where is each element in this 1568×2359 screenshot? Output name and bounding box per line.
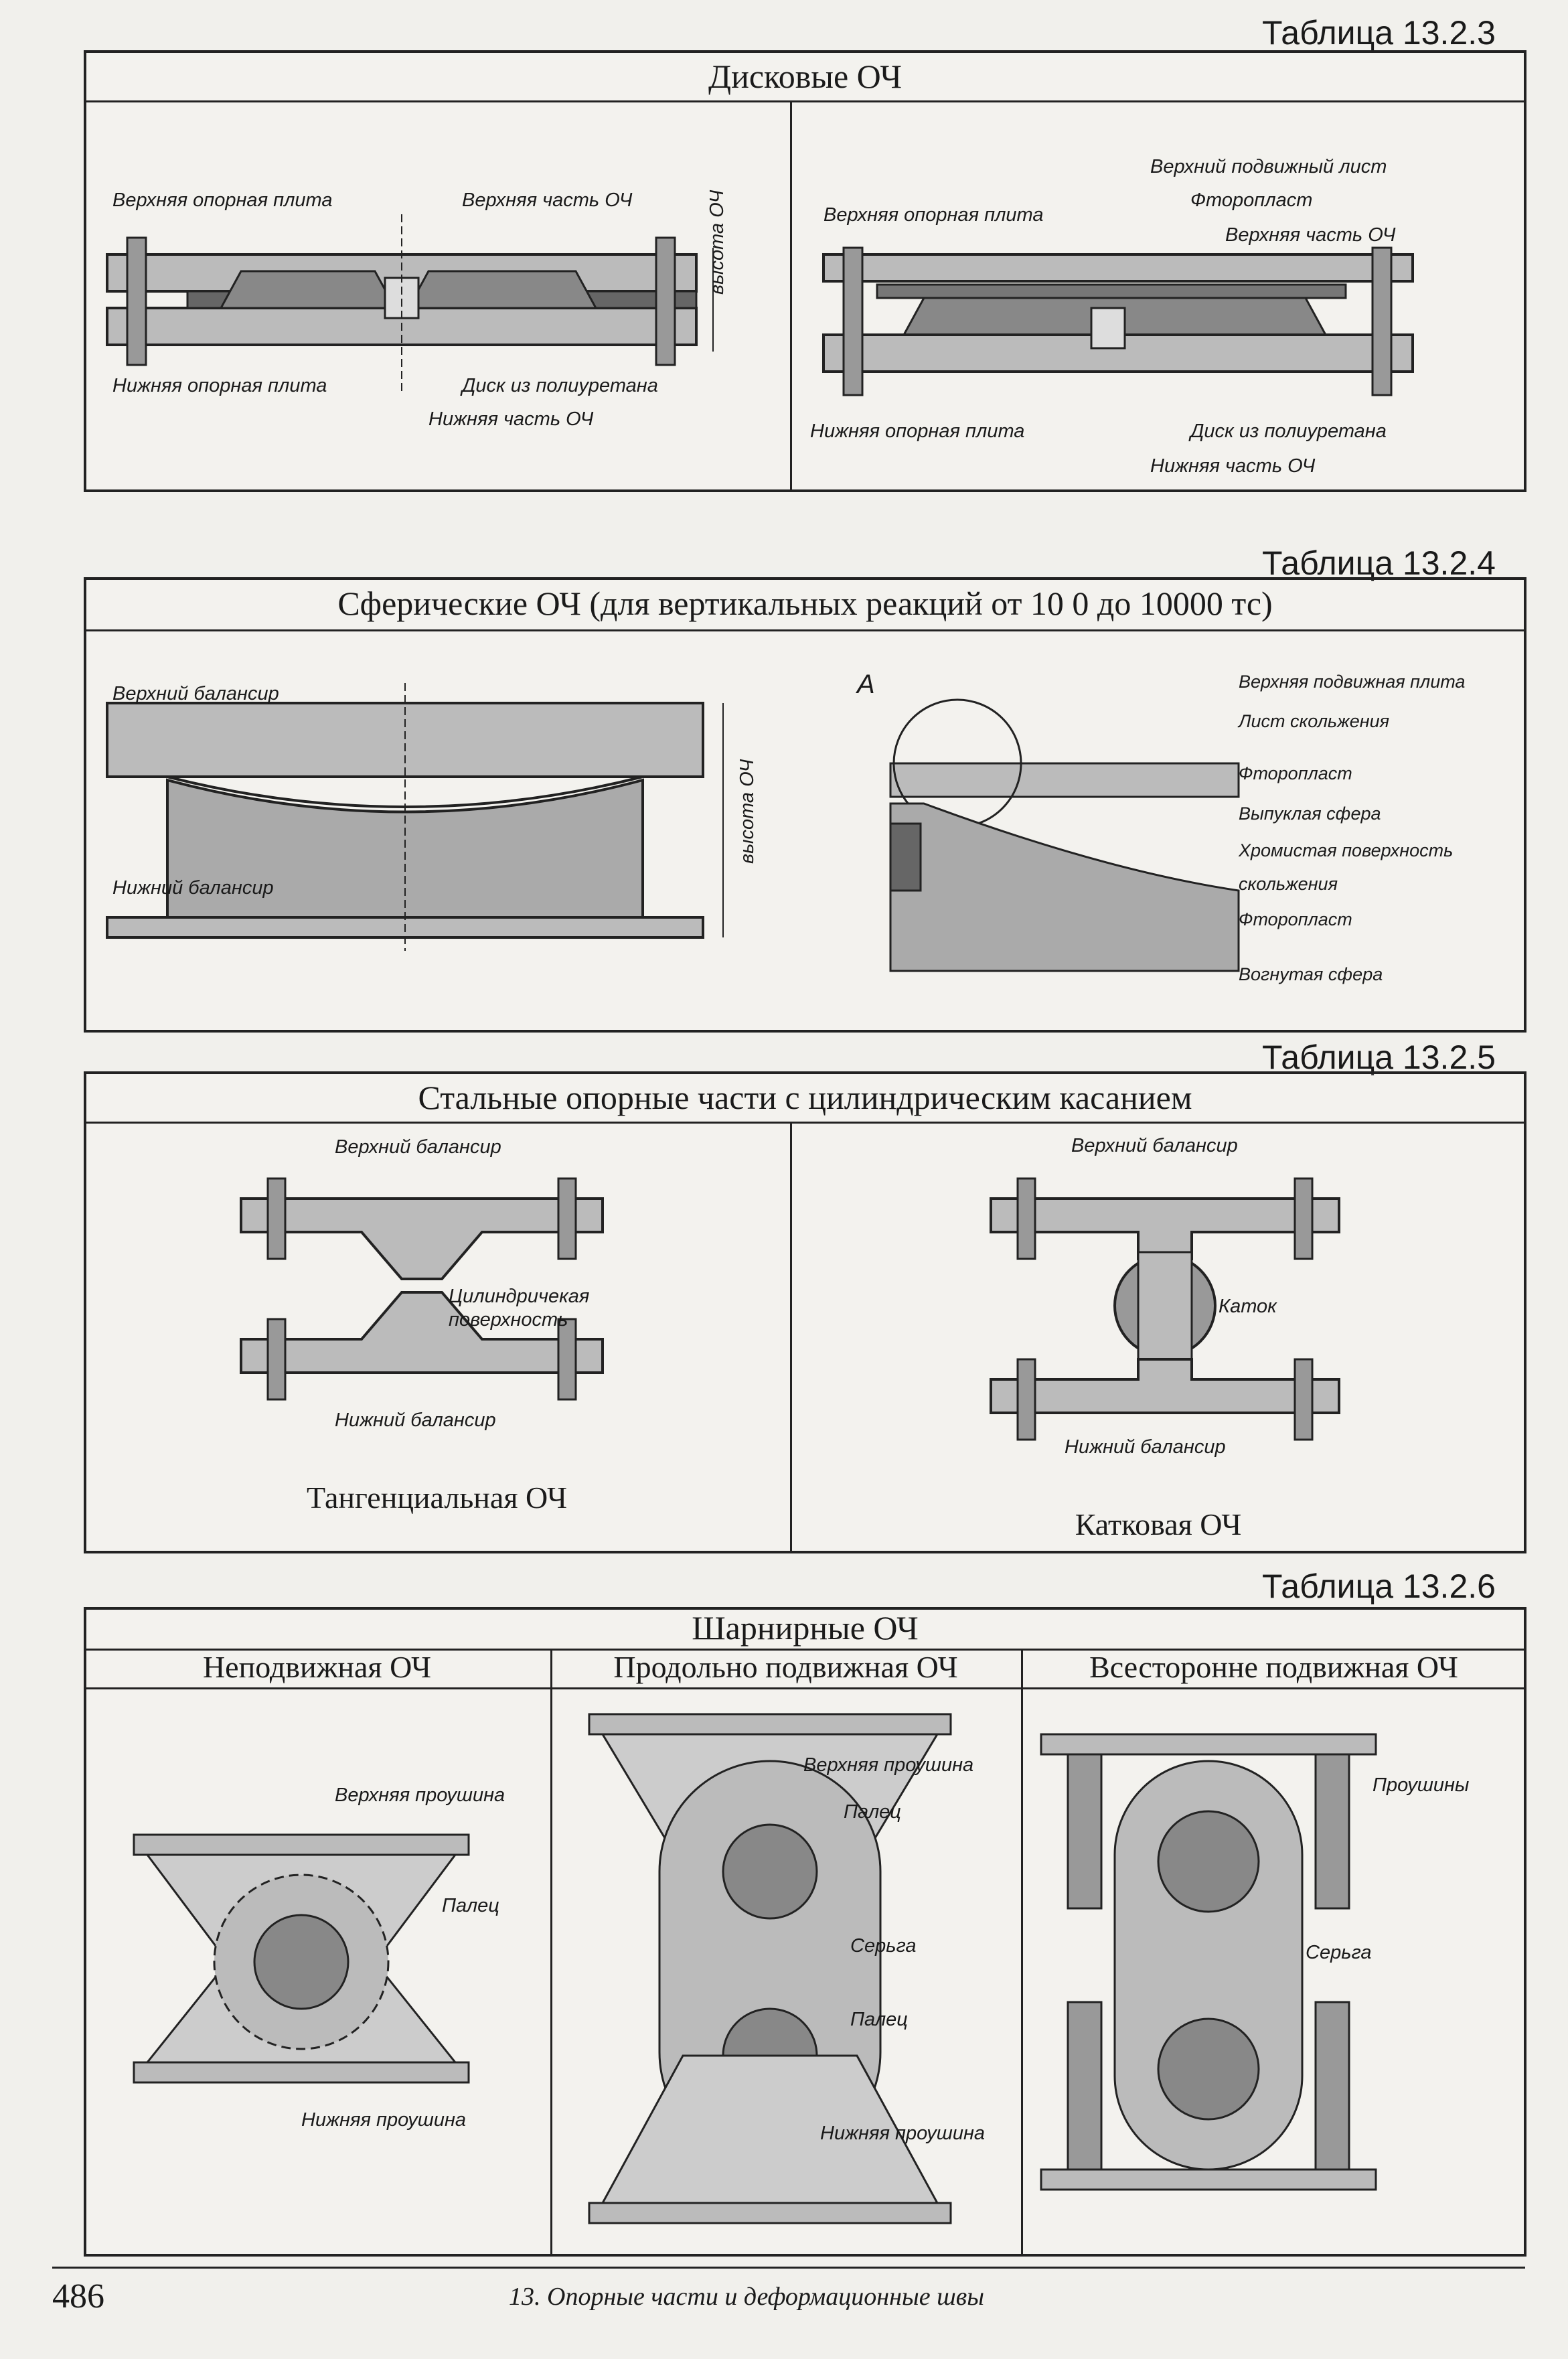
label-cyl-2: поверхность	[449, 1309, 568, 1330]
table-13-2-6-vdivider-2	[1021, 1649, 1023, 2257]
label-top-part-r: Верхняя часть ОЧ	[1225, 224, 1396, 246]
label-fluoroplast-1: Фторопласт	[1239, 763, 1352, 783]
label-a: А	[857, 670, 875, 699]
table-13-2-3-divider	[84, 100, 1526, 102]
label-c3-link: Серьга	[1306, 1942, 1372, 1963]
hinge-fixed-drawing	[134, 1835, 469, 2089]
label-c1-top-lug: Верхняя проушина	[335, 1784, 505, 1806]
label-bottom-balancer-r: Нижний балансир	[1065, 1436, 1226, 1458]
label-c3-lugs: Проушины	[1373, 1774, 1470, 1796]
roller-caption: Катковая ОЧ	[1075, 1507, 1242, 1541]
table-13-2-3-vdivider	[790, 100, 792, 492]
footer-rule	[52, 2267, 1525, 2269]
label-concave: Вогнутая сфера	[1239, 964, 1383, 984]
running-footer: 13. Опорные части и деформационные швы	[509, 2283, 984, 2311]
col-fixed-header: Неподвижная ОЧ	[202, 1650, 432, 1684]
label-bottom-plate: Нижняя опорная плита	[112, 375, 327, 396]
label-top-plate: Верхняя опорная плита	[112, 189, 333, 211]
label-top-part: Верхняя часть ОЧ	[462, 189, 633, 211]
label-c2-pin-2: Палец	[850, 2009, 908, 2030]
label-c2-pin-1: Палец	[844, 1801, 901, 1823]
label-height: высота ОЧ	[706, 189, 728, 295]
roller-bearing-drawing	[991, 1178, 1339, 1446]
disk-bearing-sliding-drawing	[824, 248, 1426, 449]
hinge-omni-drawing	[1041, 1734, 1389, 2243]
table-13-2-6-vdivider-1	[550, 1649, 552, 2257]
label-bottom-plate-r: Нижняя опорная плита	[810, 421, 1025, 442]
table-13-2-4-title: Сферические ОЧ (для вертикальных реакций от 10 0 до 10000 тс)	[337, 585, 1273, 622]
label-height-2: высота ОЧ	[736, 759, 758, 864]
label-bottom-part-r: Нижняя часть ОЧ	[1150, 455, 1316, 477]
label-bottom-part: Нижняя часть ОЧ	[428, 408, 594, 430]
table-13-2-5-title: Стальные опорные части с цилиндрическим касанием	[418, 1079, 1192, 1116]
label-top-balancer-t: Верхний балансир	[335, 1136, 501, 1158]
table-13-2-6-divider-2	[84, 1687, 1526, 1689]
table-13-2-5-vdivider	[790, 1122, 792, 1553]
table-13-2-6-title: Шарнирные ОЧ	[692, 1609, 919, 1647]
label-chrome-1: Хромистая поверхность	[1239, 840, 1454, 860]
label-c2-bottom-lug: Нижняя проушина	[820, 2123, 986, 2144]
spherical-bearing-drawing	[107, 683, 723, 951]
label-top-balancer: Верхний балансир	[112, 683, 279, 704]
label-c1-pin: Палец	[442, 1895, 499, 1916]
page-number: 486	[52, 2277, 104, 2315]
label-bottom-balancer: Нижний балансир	[112, 877, 274, 899]
label-top-sliding-plate: Верхняя подвижная плита	[1239, 672, 1466, 692]
hinge-longitudinal-drawing	[589, 1714, 964, 2243]
label-disk: Диск из полиуретана	[462, 375, 658, 396]
col-omni-header: Всесторонне подвижная ОЧ	[1089, 1650, 1458, 1684]
label-top-plate-r: Верхняя опорная плита	[824, 204, 1044, 226]
label-c2-top-lug: Верхняя проушина	[803, 1754, 974, 1776]
disk-bearing-fixed-drawing	[107, 201, 710, 442]
table-13-2-4-divider	[84, 629, 1526, 631]
label-bottom-balancer-t: Нижний балансир	[335, 1410, 496, 1431]
table-number-13-2-3: Таблица 13.2.3	[1262, 14, 1496, 52]
label-roller: Каток	[1219, 1296, 1277, 1317]
label-convex: Выпуклая сфера	[1239, 804, 1381, 824]
col-longitudinal-header: Продольно подвижная ОЧ	[613, 1650, 958, 1684]
table-13-2-5-divider	[84, 1122, 1526, 1124]
label-disk-r: Диск из полиуретана	[1190, 421, 1387, 442]
table-number-13-2-4: Таблица 13.2.4	[1262, 544, 1496, 582]
label-fluoroplast-2: Фторопласт	[1239, 909, 1352, 929]
label-cyl-1: Цилиндричекая	[449, 1286, 590, 1307]
label-c1-bottom-lug: Нижняя проушина	[301, 2109, 467, 2131]
spherical-bearing-detail-drawing	[837, 670, 1306, 1004]
table-13-2-3-title: Дисковые ОЧ	[708, 58, 903, 95]
label-sliding-sheet: Лист скольжения	[1239, 711, 1390, 731]
label-c2-link: Серьга	[850, 1935, 917, 1957]
label-fluoroplast: Фторопласт	[1190, 189, 1313, 211]
label-chrome-2: скольжения	[1239, 874, 1338, 894]
label-top-balancer-r: Верхний балансир	[1071, 1135, 1238, 1156]
label-top-sliding: Верхний подвижный лист	[1150, 156, 1387, 177]
tangential-caption: Тангенциальная ОЧ	[307, 1480, 567, 1515]
table-number-13-2-5: Таблица 13.2.5	[1262, 1039, 1496, 1076]
table-number-13-2-6: Таблица 13.2.6	[1262, 1568, 1496, 1605]
